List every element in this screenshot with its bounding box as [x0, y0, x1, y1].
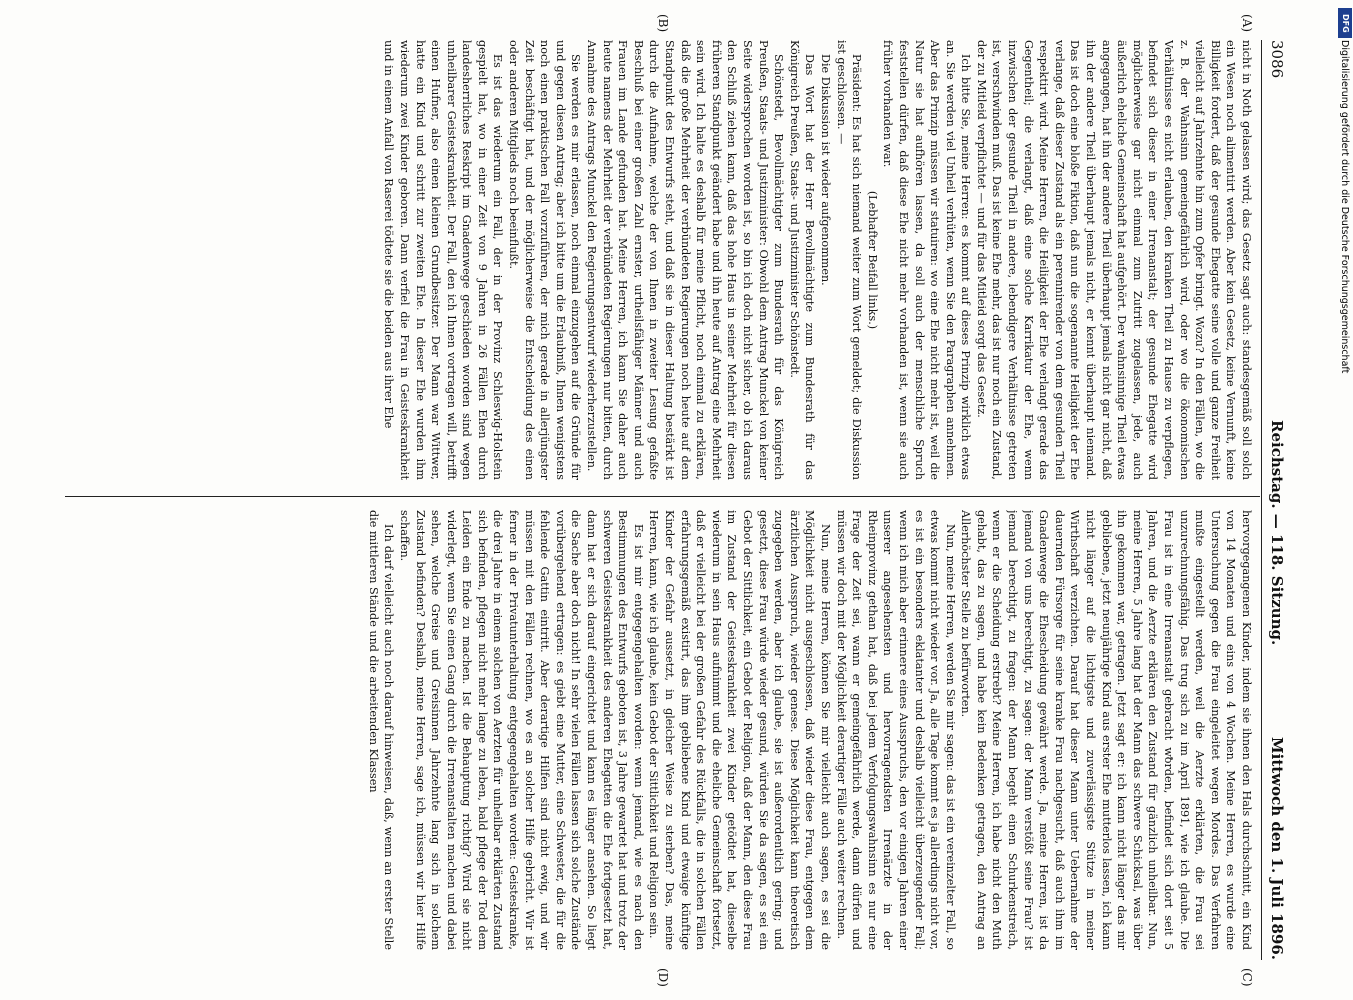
- paragraph: hervorgegangenen Kinder, indem sie ihnen den Hals durchschnitt, ein Kind von 14 Monaten und eins von 4 Wochen. Meine Herren, es wurde eine Untersuchung gegen die Frau eingeleitet wegen Mordes. Das Verfahren mußte eingestellt werden, weil die Aerzte erklärten, die Frau sei unzurechnungsfähig. Das trug sich zu im April 1891, wie ich glaube. Die Frau ist in eine Irrenanstalt gebracht worden, befindet sich dort seit 5 Jahren, und die Aerzte erklären den Zustand für gänzlich unheilbar. Nun, meine Herren, 5 Jahre lang hat der Mann das schwere Schicksal, was über ihn gekommen war, getragen. Jetzt sagt er: ich kann nicht länger das mir gebliebene, jetzt neunjährige Kind aus erster Ehe mutterlos lassen, ich kann nicht länger auf die lichtigste und zuverlässigste Stütze in meiner Wirthschaft verzichten. Darauf hat dieser Mann unter Uebernahme der dauernden Fürsorge für seine kranke Frau nachgesucht, daß auch ihm im Gnadenwege die Ehescheidung gewährt werde. Ja, meine Herren, ist da jemand von uns berechtigt, zu sagen: der Mann verstößt seine Frau? ist jemand berechtigt, zu fragen: der Mann begeht einen Schurkenstreich, wenn er die Scheidung erstrebt? Meine Herren, ich habe nicht den Muth gehabt, das zu sagen, und habe kein Bedenken getragen, den Antrag an Allerhöchster Stelle zu befürworten.: [959, 510, 1253, 950]
- margin-marker-b: (B): [656, 14, 670, 33]
- paragraph: Es ist das wiederum ein Fall, der in der Provinz Schleswig-Holstein gespielt hat, wo in einer Zeit von 9 Jahren in 26 Fällen Ehen durch landesherrliches Reskript im Gnadenwege geschieden worden sind wegen unheilbarer Geisteskrankheit. Der Fall, den ich Ihnen vortragen will, betrifft einen Hufner, also einen kleinen Grundbesitzer. Der Mann war Wittwer, hatte ein Kind und schritt zur zweiten Ehe. In dieser Ehe wurden ihm wiederum zwei Kinder geboren. Dann verfiel die Frau in Geisteskrankheit und in einem Anfall von Raserei tödtete sie die beiden aus ihrer Ehe: [382, 40, 505, 480]
- header-rule: [1261, 40, 1262, 960]
- paragraph: Nun, meine Herren, können Sie mir vielleicht auch sagen, es sei die Möglichkeit nicht ausgeschlossen, daß wieder diese Frau, entgegen dem ärztlichen Ausspruch, wieder genese. Diese Möglichkeit kann theoretisch zugegeben werden, aber ich glaube, sie ist außerordentlich gering; und gesetzt, diese Frau würde wieder gesund, würden Sie da sagen, es sei ein Gebot der Sittlichkeit, ein Gebot der Religion, daß der Mann, den diese Frau im Zustand der Geisteskrankheit zwei Kinder getödtet hat, dieselbe wiederum in sein Haus aufnimmt und die eheliche Gemeinschaft fortsetzt, daß er vielleicht bei der großen Gefahr des Rückfalls, die in solchen Fällen erfahrungsgemäß existirt, das ihm gebliebene Kind und etwaige künftige Kinder der Gefahr aussetzt, in gleicher Weise zu sterben? Das, meine Herren, kann, wie ich glaube, kein Gebot der Sittlichkeit und Religion sein.: [647, 510, 832, 950]
- paragraph: Nun, meine Herren, werden Sie mir sagen: das ist ein vereinzelter Fall, so etwas kommt nicht wieder vor. Ja, alle Tage kommt es ja allerdings nicht vor, es ist ein besonders eklatanter und deshalb vielleicht überzeugender Fall; wenn ich mich aber erinnere eines Ausspruchs, den vor einigen Jahren einer unserer angesehensten und hervorragendsten Irrenärzte in der Rheinprovinz gethan hat, daß bei jedem Verfolgungswahnsinn es nur eine Frage der Zeit sei, wann er gemeingefährlich werde, dann dürfen und müssen wir doch mit der Möglichkeit derartiger Fälle auch weiter rechnen.: [834, 510, 957, 950]
- session-date: Mittwoch den 1. Juli 1896.: [1268, 737, 1286, 960]
- margin-marker-d: (D): [656, 968, 670, 987]
- right-column: [64, 510, 1254, 950]
- left-column: [64, 40, 1254, 480]
- column-rule: [65, 496, 1260, 497]
- page-header: [1260, 40, 1290, 960]
- page-number: 3086: [1268, 40, 1286, 79]
- dfg-logo: DFG: [1338, 8, 1352, 38]
- paragraph: Die Diskussion ist wieder aufgenommen.: [818, 54, 832, 286]
- digitization-credit: Digitalisierung gefördert durch die Deutsche Forschungsgemeinschaft: [1339, 40, 1350, 374]
- margin-marker-a: (A): [1240, 14, 1254, 33]
- paragraph: Sie werden es mir erlassen, noch einmal einzugehen auf die Gründe für und gegen diesen Antrag; aber ich bitte um die Erlaubniß, Ihnen wenigstens noch einen praktischen Fall vorzuführen, der mich gerade in allerjüngster Zeit beschäftigt hat, und der möglicherweise die Entscheidung des einen oder anderen Mitglieds noch beeinflußt.: [507, 40, 583, 480]
- paragraph: Es ist mir entgegengehalten worden: wenn jemand, wie es nach den Bestimmungen des Entwurfs geboten ist, 3 Jahre gewartet hat und trotz der schweren Geisteskrankheit des anderen Ehegatten die Ehe fortgesetzt hat, dann hat er sich darauf eingerichtet und kann es länger ansehen. So liegt die Sache aber doch nicht! In sehr vielen Fällen lassen sich solche Zustände vorübergehend ertragen: es giebt eine Mutter, eine Schwester, die für die fehlende Gattin eintritt. Aber derartige Hilfen sind nicht ewig, und wir müssen mit den Fällen rechnen, wo es an solcher Hilfe gebricht. Wir ist ferner in der Privatunterhaltung entgegengehalten worden: Geisteskranke, die drei Jahre in einem solchen von Aerzten für unheilbar erklärten Zustand sich befinden, pflegen nicht mehr lange zu leben, bald pflege der Tod dem Leiden ein Ende zu machen. Ist die Behauptung richtig? Wird sie nicht widerlegt, wenn Sie einen Gang durch die Irrenanstalten machen und dabei sehen, welche Greise und Greisinnen Jahrzehnte lang sich in solchem Zustand befinden? Deshalb, meine Herren, sage ich, müssen wir hier Hilfe schaffen.: [397, 510, 645, 950]
- paragraph: Ich darf vielleicht auch noch darauf hinweisen, daß, wenn an erster Stelle die mittleren Stände und die arbeitenden Klassen: [366, 510, 396, 950]
- paragraph: Das Wort hat der Herr Bevollmächtigte zum Bundesrath für das Königreich Preußen, Staats- und Justizminister Schönstedt.: [787, 40, 817, 480]
- running-title: Reichstag. — 118. Sitzung.: [1268, 420, 1286, 646]
- margin-marker-c: (C): [1240, 968, 1254, 987]
- rotated-page-content: [60, 14, 1290, 987]
- paragraph: Ich bitte Sie, meine Herren: es kommt auf dieses Prinzip wirklich etwas an. Sie werden viel Unheil verhüten, wenn Sie den Paragraphen annehmen. Aber das Prinzip müssen wir statuiren: wo eine Ehe nicht mehr ist, weil die Natur sie hat aufhören lassen, da soll auch der menschliche Spruch feststellen dürfen, daß diese Ehe nicht mehr vorhanden ist, wenn sie auch früher vorhanden war.: [881, 40, 973, 480]
- paragraph: Schönstedt, Bevollmächtigter zum Bundesrath für das Königreich Preußen, Staats- und Justizminister: Obwohl dem Antrag Munckel von keiner Seite widersprochen worden ist, so bin ich doch nicht sicher, ob ich daraus den Schluß ziehen kann, daß das hohe Haus in seiner Mehrheit für diesen früheren Standpunkt geändert habe und ihn heute auf Antrag eine Mehrheit sein wird. Ich halte es deshalb für meine Pflicht, noch einmal zu erklären, daß die große Mehrheit der verbündeten Regierungen noch heute auf dem Standpunkt des Entwurfs steht, und daß sie in dieser Haltung bestärkt ist durch die Aufnahme, welche der von Ihnen in zweiter Lesung gefaßte Beschluß bei einer großen Zahl ernster, urtheilsfähiger Männer und auch Frauen im Lande gefunden hat. Meine Herren, ich kann Sie daher auch heute namens der Mehrheit der verbündeten Regierungen nur bitten, durch Annahme des Antrags Munckel den Regierungsentwurf wiederherzustellen.: [585, 40, 786, 480]
- applause-note: (Lebhafter Beifall links.): [865, 190, 879, 330]
- paragraph: nicht in Noth gelassen wird; das Gesetz sagt auch: standesgemäß soll solch ein Wesen noch alimentirt werden. Aber kein Gesetz, keine Vernunft, keine Billigkeit fordert, daß der gesunde Ehegatte seine volle und ganze Freiheit vielleicht auf Jahrzehnte hin zum Opfer bringt. Wozu? In den Fällen, wo die z. B. der Wahnsinn gemeingefährlich wird, oder wo die ökonomischen Verhältnisse es nicht erlauben, den kranken Theil zu Hause zu verpflegen, befindet sich dieser in einer Irrenanstalt; der gesunde Ehegatte wird möglicherweise gar nicht einmal zum Zutritt zugelassen, jede, auch äußerlich eheliche Gemeinschaft hat aufgehört. Der wahnsinnige Theil etwas angegangen, hat ihn der andere Theil überhaupt jemals nicht gar nicht, daß ihn der andere Theil überhaupt jemals nicht, er kennt überhaupt niemand. Das ist doch eine bloße Fiktion, daß nun die sogenannte Heiligkeit der Ehe verlange, daß dieser Zustand als ein perennirender von dem gesunden Theil respektirt wird. Meine Herren, die Heiligkeit der Ehe verlangt gerade das Gegentheil; die verlangt, daß eine solche Karrikatur der Ehe, wenn inzwischen der gesunde Theil in andere, lebendigere Verhältnisse getreten ist, verschwinden muß. Das ist keine Ehe mehr, das ist nur noch ein Zustand, der zu Mitleid verpflichtet — und für das Mitleid sorgt das Gesetz.: [974, 40, 1253, 480]
- paragraph: Präsident: Es hat sich niemand weiter zum Wort gemeldet; die Diskussion ist geschlossen. —: [834, 40, 864, 480]
